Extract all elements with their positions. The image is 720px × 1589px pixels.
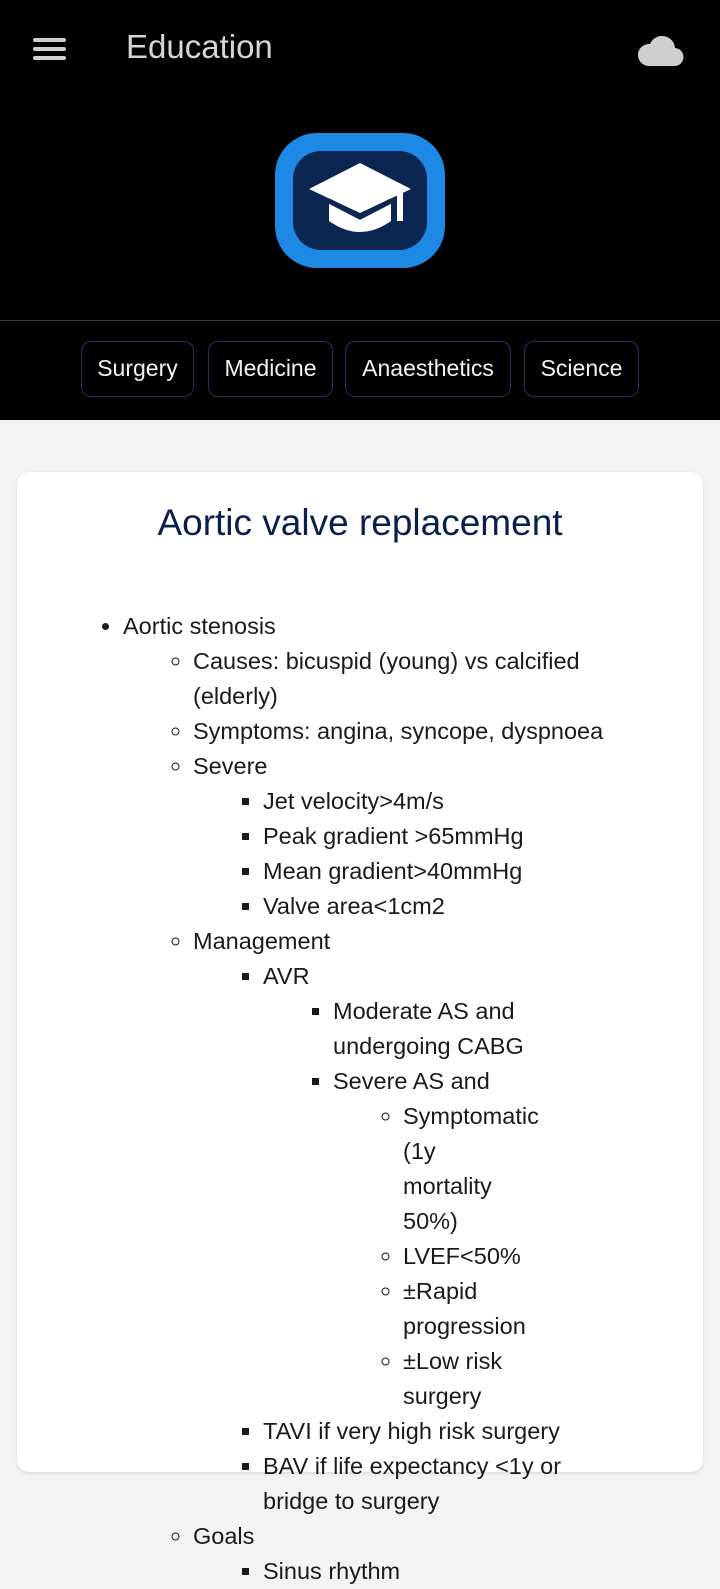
graduation-cap-icon: [293, 151, 427, 250]
list-item: ▪ TAVI if very high risk surgery: [263, 1414, 623, 1449]
tab-anaesthetics[interactable]: Anaesthetics: [345, 341, 511, 397]
list-item-text: Aortic stenosis: [123, 613, 276, 639]
list-item: ▪ Jet velocity>4m/s: [263, 784, 623, 819]
article-content: [17, 609, 703, 1589]
tab-medicine[interactable]: Medicine: [208, 341, 333, 397]
list-item: ◦ Symptomatic (1y mortality 50%): [403, 1099, 543, 1239]
app-logo: [275, 133, 445, 268]
list-item: ◦ ±Rapid progression: [403, 1274, 543, 1344]
list-item-text: Goals: [193, 1523, 255, 1549]
list-item: ▪ BAV if life expectancy <1y or bridge to surgery: [263, 1449, 623, 1519]
list-item: ▪ Peak gradient >65mmHg: [263, 819, 623, 854]
list-item: ◦ Symptoms: angina, syncope, dyspnoea: [193, 714, 663, 749]
list-item: [333, 1064, 583, 1414]
list-item-text: AVR: [263, 963, 310, 989]
list-item: [123, 609, 703, 1589]
tab-surgery[interactable]: Surgery: [81, 341, 194, 397]
list-item: ◦ Causes: bicuspid (young) vs calcified (elderly): [193, 644, 663, 714]
hero-banner: [0, 100, 720, 320]
list-item: ◦ LVEF<50%: [403, 1239, 543, 1274]
list-item: ▪ Moderate AS and undergoing CABG: [333, 994, 583, 1064]
app-bar: [0, 0, 720, 100]
hamburger-menu-icon[interactable]: [33, 38, 66, 62]
article-title: Aortic valve replacement: [157, 502, 563, 543]
article-card: [17, 472, 703, 1584]
list-item: ▪ Mean gradient>40mmHg: [263, 854, 623, 889]
list-item-text: Severe: [193, 753, 268, 779]
list-item-text: Management: [193, 928, 331, 954]
list-item: [193, 1519, 663, 1589]
tab-science[interactable]: Science: [524, 341, 639, 397]
list-item: ▪ Valve area<1cm2: [263, 889, 623, 924]
category-tabs: [0, 321, 720, 420]
list-item-text: Severe AS and: [333, 1068, 490, 1094]
list-item: [193, 749, 663, 924]
app-title: Education: [126, 28, 273, 65]
cloud-icon[interactable]: [636, 34, 684, 68]
list-item: [193, 924, 663, 1519]
list-item: ▪ Sinus rhythm: [263, 1554, 623, 1589]
list-item: [263, 959, 623, 1414]
list-item: ◦ ±Low risk surgery: [403, 1344, 543, 1414]
